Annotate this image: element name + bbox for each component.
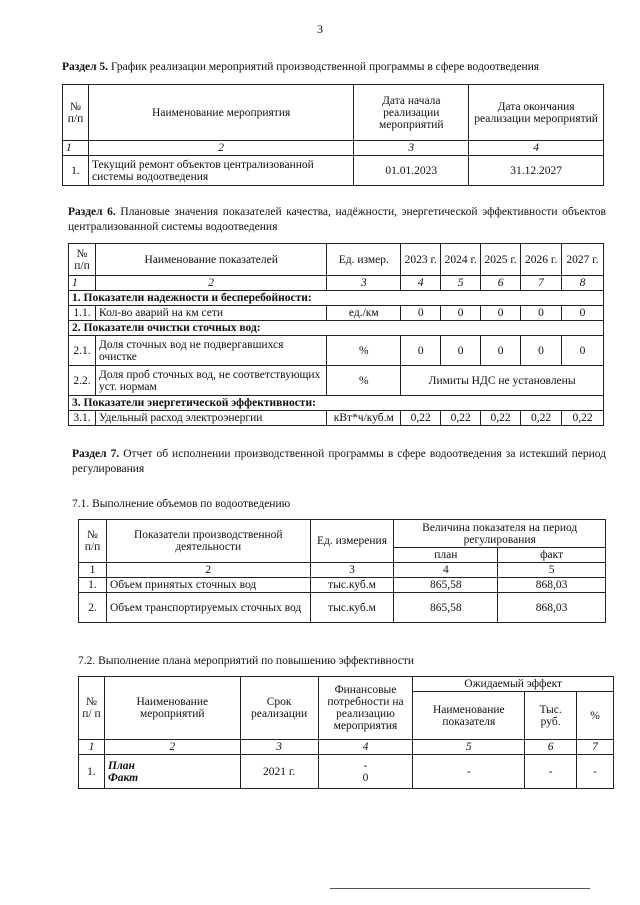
section5-title-rest: График реализации мероприятий производственной программы в сфере водоотведения bbox=[108, 61, 540, 73]
table-cell: 868,03 bbox=[498, 593, 606, 623]
table-cell: 1. bbox=[79, 578, 107, 593]
table-cell: 0 bbox=[521, 306, 562, 321]
group-row bbox=[69, 396, 604, 411]
table-cell: 0,22 bbox=[481, 411, 521, 426]
table-row bbox=[63, 156, 604, 186]
table-cell: 1.1. bbox=[69, 306, 96, 321]
header-cell: Ожидаемый эффект bbox=[413, 677, 614, 692]
table-cell: % bbox=[327, 366, 401, 396]
table-cell: Объем транспортируемых сточных вод bbox=[106, 593, 310, 623]
table-cell: 0 bbox=[562, 306, 604, 321]
table-cell: 0 bbox=[562, 336, 604, 366]
table-header-row bbox=[79, 677, 614, 692]
table-cell: 0 bbox=[481, 306, 521, 321]
table-cell: 2. bbox=[79, 593, 107, 623]
header-cell: Ед. измер. bbox=[327, 244, 401, 276]
header-cell: № п/ п bbox=[79, 677, 105, 740]
table-cell: % bbox=[327, 336, 401, 366]
header-cell: Наименование мероприятий bbox=[104, 677, 240, 740]
header-cell: факт bbox=[498, 548, 606, 563]
table-row bbox=[69, 306, 604, 321]
index-cell: 8 bbox=[562, 276, 604, 291]
table-cell: 865,58 bbox=[394, 578, 498, 593]
section5-title-bold: Раздел 5. bbox=[62, 61, 109, 73]
table-cell: 01.01.2023 bbox=[354, 156, 469, 186]
table-cell: 2021 г. bbox=[240, 755, 318, 789]
index-cell: 3 bbox=[354, 141, 469, 156]
table-cell: 3.1. bbox=[69, 411, 96, 426]
table-cell: 0 bbox=[401, 336, 441, 366]
section7-title-rest: Отчет об исполнении производственной программы в сфере водоотведения за истекший период регулирования bbox=[72, 448, 607, 475]
table-cell: - bbox=[577, 755, 614, 789]
section72-title: 7.2. Выполнение плана мероприятий по повышению эффективности bbox=[78, 655, 415, 667]
group-heading: 2. Показатели очистки сточных вод: bbox=[69, 321, 604, 336]
header-cell: Ед. измерения bbox=[310, 520, 394, 563]
header-cell: Наименование мероприятия bbox=[88, 85, 353, 141]
table-row bbox=[79, 755, 614, 789]
group-row bbox=[69, 321, 604, 336]
table-index-row bbox=[79, 740, 614, 755]
section7-title bbox=[72, 447, 606, 477]
index-cell: 3 bbox=[310, 563, 394, 578]
index-cell: 3 bbox=[240, 740, 318, 755]
table-cell: Удельный расход электроэнергии bbox=[95, 411, 326, 426]
header-cell: Наименование показателей bbox=[95, 244, 326, 276]
table-header-row bbox=[69, 244, 604, 276]
index-cell: 2 bbox=[88, 141, 353, 156]
group-heading: 3. Показатели энергетической эффективности: bbox=[69, 396, 604, 411]
table-cell: 2.2. bbox=[69, 366, 96, 396]
table-cell: 1. bbox=[63, 156, 89, 186]
index-cell: 1 bbox=[69, 276, 96, 291]
table-cell: 0,22 bbox=[441, 411, 481, 426]
table-cell: Доля сточных вод не подвергавшихся очистке bbox=[95, 336, 326, 366]
index-cell: 7 bbox=[521, 276, 562, 291]
header-cell: № п/п bbox=[63, 85, 89, 141]
section7-title-bold: Раздел 7. bbox=[72, 448, 120, 460]
table-header-row bbox=[63, 85, 604, 141]
table-cell: 1. bbox=[79, 755, 105, 789]
fact-label: Факт bbox=[107, 771, 139, 784]
table-index-row bbox=[63, 141, 604, 156]
finance-cell bbox=[318, 755, 413, 789]
header-cell: 2024 г. bbox=[441, 244, 481, 276]
index-cell: 5 bbox=[441, 276, 481, 291]
table-cell: кВт*ч/куб.м bbox=[327, 411, 401, 426]
index-cell: 6 bbox=[481, 276, 521, 291]
table-cell: 0 bbox=[441, 336, 481, 366]
group-row bbox=[69, 291, 604, 306]
header-cell: Финансовые потребности на реализацию мероприятия bbox=[318, 677, 413, 740]
index-cell: 1 bbox=[63, 141, 89, 156]
index-cell: 5 bbox=[413, 740, 525, 755]
header-cell: Величина показателя на период регулирования bbox=[394, 520, 606, 548]
section6-title bbox=[68, 205, 606, 235]
table-cell: 0 bbox=[481, 336, 521, 366]
section5-table bbox=[62, 84, 604, 186]
index-cell: 4 bbox=[394, 563, 498, 578]
section6-table bbox=[68, 243, 604, 426]
index-cell: 2 bbox=[106, 563, 310, 578]
section6-title-bold: Раздел 6. bbox=[68, 206, 116, 218]
table-cell: 865,58 bbox=[394, 593, 498, 623]
header-cell: Дата начала реализации мероприятий bbox=[354, 85, 469, 141]
section5-title bbox=[62, 60, 602, 75]
table-cell: 868,03 bbox=[498, 578, 606, 593]
index-cell: 3 bbox=[327, 276, 401, 291]
table-cell: Доля проб сточных вод, не соответствующих уст. нормам bbox=[95, 366, 326, 396]
header-cell: Тыс. руб. bbox=[525, 692, 577, 740]
header-cell: план bbox=[394, 548, 498, 563]
table-cell: 0 bbox=[401, 306, 441, 321]
table-row bbox=[79, 593, 606, 623]
page-number: 3 bbox=[317, 22, 323, 36]
table-cell: 0,22 bbox=[562, 411, 604, 426]
table-header-row bbox=[79, 520, 606, 548]
index-cell: 1 bbox=[79, 740, 105, 755]
table-cell: ед./км bbox=[327, 306, 401, 321]
header-cell: Дата окончания реализации мероприятий bbox=[469, 85, 604, 141]
table-cell: 2.1. bbox=[69, 336, 96, 366]
table-cell: 31.12.2027 bbox=[469, 156, 604, 186]
section71-title: 7.1. Выполнение объемов по водоотведению bbox=[72, 498, 291, 510]
table-cell: 0 bbox=[441, 306, 481, 321]
index-cell: 5 bbox=[498, 563, 606, 578]
bottom-rule bbox=[330, 888, 590, 889]
header-cell: Срок реализации bbox=[240, 677, 318, 740]
table-cell: - bbox=[525, 755, 577, 789]
index-cell: 1 bbox=[79, 563, 107, 578]
header-cell: Показатели производственной деятельности bbox=[106, 520, 310, 563]
finance-fact: 0 bbox=[362, 771, 369, 784]
table-cell: Объем принятых сточных вод bbox=[106, 578, 310, 593]
group-heading: 1. Показатели надежности и бесперебойности: bbox=[69, 291, 604, 306]
header-cell: № п/п bbox=[69, 244, 96, 276]
index-cell: 2 bbox=[95, 276, 326, 291]
index-cell: 4 bbox=[318, 740, 413, 755]
header-cell: 2023 г. bbox=[401, 244, 441, 276]
table-cell: тыс.куб.м bbox=[310, 578, 394, 593]
header-cell: Наименование показателя bbox=[413, 692, 525, 740]
table-cell: 0 bbox=[521, 336, 562, 366]
table-row bbox=[69, 411, 604, 426]
table-row bbox=[79, 578, 606, 593]
header-cell: 2025 г. bbox=[481, 244, 521, 276]
table-cell: - bbox=[413, 755, 525, 789]
table-index-row bbox=[79, 563, 606, 578]
index-cell: 7 bbox=[577, 740, 614, 755]
table-index-row bbox=[69, 276, 604, 291]
table-cell: тыс.куб.м bbox=[310, 593, 394, 623]
table-cell: 0,22 bbox=[521, 411, 562, 426]
header-cell: 2026 г. bbox=[521, 244, 562, 276]
table-row bbox=[69, 336, 604, 366]
header-cell: % bbox=[577, 692, 614, 740]
section6-title-rest: Плановые значения показателей качества, надёжности, энергетической эффективности объектов централизованной системы водоотведения bbox=[68, 206, 606, 233]
index-cell: 2 bbox=[104, 740, 240, 755]
table-cell: 0,22 bbox=[401, 411, 441, 426]
header-cell: 2027 г. bbox=[562, 244, 604, 276]
table-cell: Текущий ремонт объектов централизованной системы водоотведения bbox=[88, 156, 353, 186]
limits-note: Лимиты НДС не установлены bbox=[401, 366, 604, 396]
table-cell: Кол-во аварий на км сети bbox=[95, 306, 326, 321]
index-cell: 4 bbox=[401, 276, 441, 291]
index-cell: 4 bbox=[469, 141, 604, 156]
index-cell: 6 bbox=[525, 740, 577, 755]
finance-plan: - bbox=[363, 759, 368, 772]
section71-table bbox=[78, 519, 606, 623]
table-row bbox=[69, 366, 604, 396]
plan-fact-cell bbox=[104, 755, 240, 789]
section72-table bbox=[78, 676, 614, 789]
plan-label: План bbox=[107, 759, 135, 772]
header-cell: № п/п bbox=[79, 520, 107, 563]
